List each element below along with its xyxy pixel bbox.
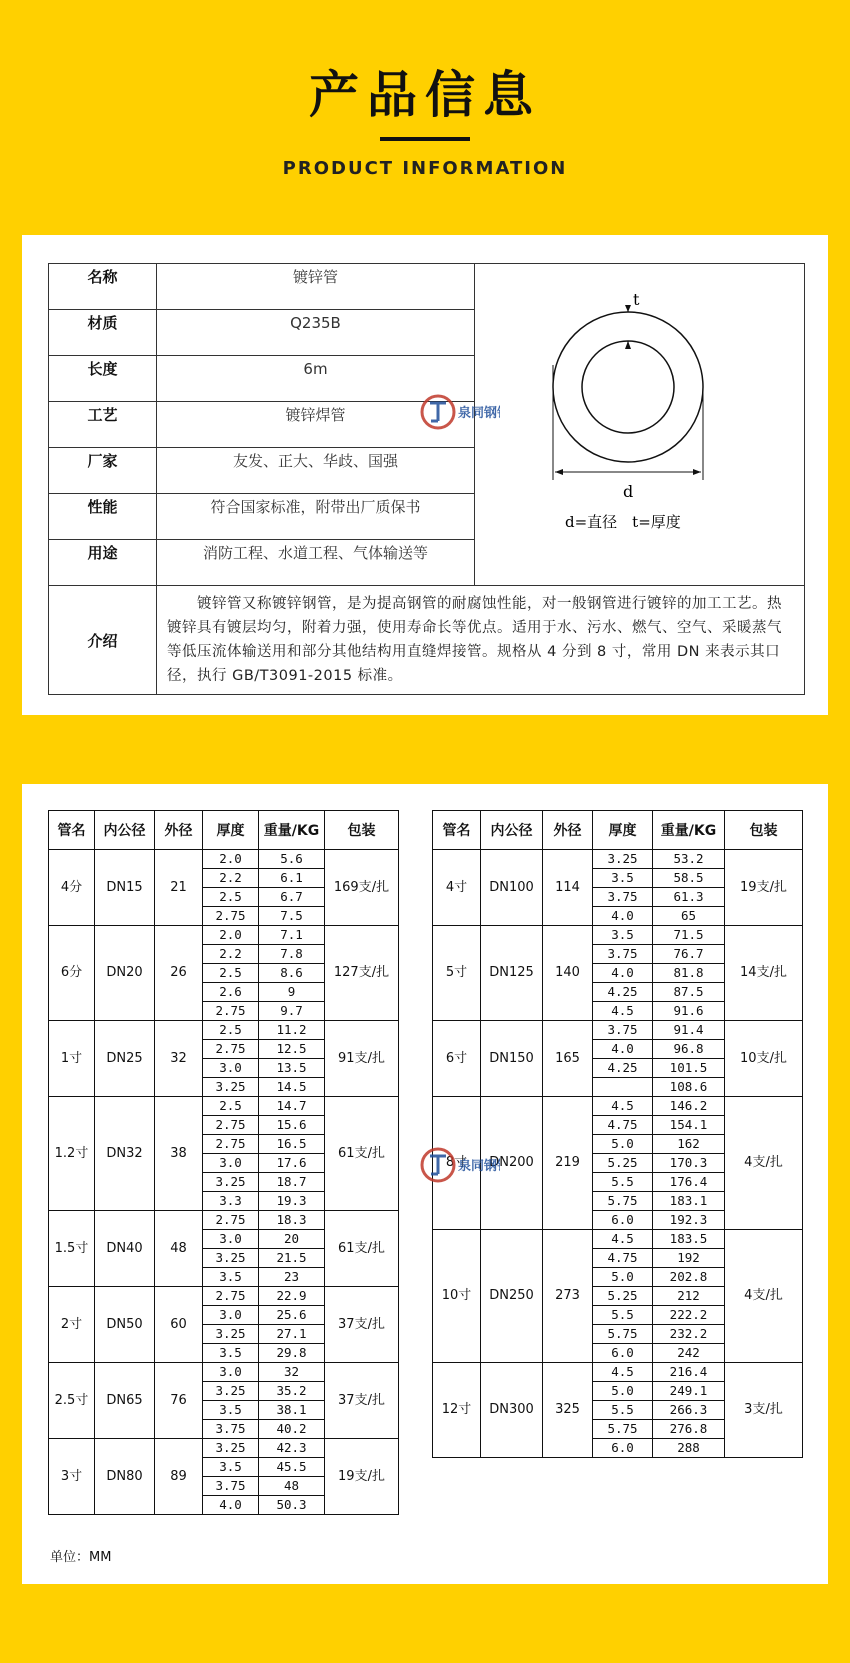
pipe-diagram bbox=[475, 264, 805, 586]
pipe-weight: 222.2 bbox=[653, 1306, 725, 1325]
pipe-weight: 146.2 bbox=[653, 1097, 725, 1116]
pipe-weight: 9.7 bbox=[259, 1002, 325, 1021]
table-row bbox=[49, 1097, 399, 1116]
pipe-weight: 19.3 bbox=[259, 1192, 325, 1211]
info-value: 消防工程、水道工程、气体输送等 bbox=[157, 540, 475, 586]
pipe-thickness: 3.0 bbox=[203, 1230, 259, 1249]
spec-header: 管名 bbox=[433, 811, 481, 850]
pipe-dn: DN150 bbox=[481, 1021, 543, 1097]
pipe-weight: 202.8 bbox=[653, 1268, 725, 1287]
spec-header: 外径 bbox=[155, 811, 203, 850]
pipe-thickness: 4.5 bbox=[593, 1097, 653, 1116]
spec-header: 包装 bbox=[725, 811, 803, 850]
pipe-thickness: 3.75 bbox=[593, 888, 653, 907]
spec-table-left bbox=[48, 810, 399, 1515]
pipe-weight: 13.5 bbox=[259, 1059, 325, 1078]
pipe-thickness: 6.0 bbox=[593, 1211, 653, 1230]
pipe-dn: DN80 bbox=[95, 1439, 155, 1515]
pipe-name: 4寸 bbox=[433, 850, 481, 926]
pipe-thickness: 4.25 bbox=[593, 1059, 653, 1078]
pipe-od: 89 bbox=[155, 1439, 203, 1515]
pipe-od: 60 bbox=[155, 1287, 203, 1363]
pipe-dn: DN200 bbox=[481, 1097, 543, 1230]
pipe-name: 10寸 bbox=[433, 1230, 481, 1363]
pipe-thickness: 5.75 bbox=[593, 1192, 653, 1211]
pipe-weight: 40.2 bbox=[259, 1420, 325, 1439]
info-value: 镀锌管 bbox=[157, 264, 475, 310]
pipe-weight: 7.1 bbox=[259, 926, 325, 945]
info-key: 介绍 bbox=[49, 586, 157, 695]
pipe-pack: 14支/扎 bbox=[725, 926, 803, 1021]
pipe-weight: 15.6 bbox=[259, 1116, 325, 1135]
pipe-weight: 7.8 bbox=[259, 945, 325, 964]
product-info-card bbox=[22, 235, 828, 715]
pipe-thickness: 2.75 bbox=[203, 1116, 259, 1135]
pipe-weight: 6.1 bbox=[259, 869, 325, 888]
pipe-thickness: 3.5 bbox=[593, 926, 653, 945]
pipe-weight: 65 bbox=[653, 907, 725, 926]
pipe-pack: 19支/扎 bbox=[325, 1439, 399, 1515]
spec-table-right bbox=[432, 810, 803, 1458]
pipe-thickness: 4.75 bbox=[593, 1249, 653, 1268]
pipe-name: 5寸 bbox=[433, 926, 481, 1021]
pipe-weight: 81.8 bbox=[653, 964, 725, 983]
info-row-intro bbox=[49, 586, 805, 695]
page-subtitle: PRODUCT INFORMATION bbox=[282, 158, 568, 179]
table-row bbox=[49, 1287, 399, 1306]
pipe-weight: 35.2 bbox=[259, 1382, 325, 1401]
info-key: 材质 bbox=[49, 310, 157, 356]
pipe-thickness: 2.75 bbox=[203, 1211, 259, 1230]
brand-watermark-1 bbox=[420, 387, 500, 441]
watermark-text: 泉同钢 bbox=[458, 406, 498, 421]
page-title: 产品信息 bbox=[309, 66, 541, 124]
spec-header: 管名 bbox=[49, 811, 95, 850]
table-row bbox=[433, 850, 803, 869]
pipe-weight: 22.9 bbox=[259, 1287, 325, 1306]
pipe-weight: 53.2 bbox=[653, 850, 725, 869]
pipe-weight: 42.3 bbox=[259, 1439, 325, 1458]
pipe-thickness: 2.75 bbox=[203, 1287, 259, 1306]
pipe-thickness: 5.0 bbox=[593, 1268, 653, 1287]
pipe-thickness: 2.5 bbox=[203, 964, 259, 983]
info-value: 镀锌焊管 bbox=[157, 402, 475, 448]
pipe-od: 114 bbox=[543, 850, 593, 926]
pipe-thickness: 3.75 bbox=[203, 1420, 259, 1439]
pipe-thickness: 3.25 bbox=[203, 1382, 259, 1401]
diagram-caption: d=直径 t=厚度 bbox=[565, 512, 681, 531]
spec-header: 内公径 bbox=[481, 811, 543, 850]
pipe-weight: 23 bbox=[259, 1268, 325, 1287]
pipe-thickness: 3.75 bbox=[203, 1477, 259, 1496]
pipe-thickness: 3.0 bbox=[203, 1306, 259, 1325]
pipe-weight: 5.6 bbox=[259, 850, 325, 869]
pipe-weight: 16.5 bbox=[259, 1135, 325, 1154]
pipe-thickness: 3.5 bbox=[203, 1458, 259, 1477]
pipe-weight: 192 bbox=[653, 1249, 725, 1268]
pipe-pack: 169支/扎 bbox=[325, 850, 399, 926]
pipe-weight: 14.5 bbox=[259, 1078, 325, 1097]
pipe-od: 273 bbox=[543, 1230, 593, 1363]
pipe-name: 6分 bbox=[49, 926, 95, 1021]
pipe-name: 2寸 bbox=[49, 1287, 95, 1363]
pipe-thickness: 4.0 bbox=[593, 964, 653, 983]
pipe-weight: 17.6 bbox=[259, 1154, 325, 1173]
pipe-thickness: 4.5 bbox=[593, 1230, 653, 1249]
pipe-dn: DN50 bbox=[95, 1287, 155, 1363]
pipe-pack: 61支/扎 bbox=[325, 1097, 399, 1211]
table-row bbox=[433, 1097, 803, 1116]
pipe-thickness: 2.5 bbox=[203, 1097, 259, 1116]
pipe-thickness: 2.2 bbox=[203, 869, 259, 888]
pipe-od: 21 bbox=[155, 850, 203, 926]
pipe-thickness: 3.5 bbox=[203, 1268, 259, 1287]
pipe-pack: 37支/扎 bbox=[325, 1287, 399, 1363]
pipe-name: 1寸 bbox=[49, 1021, 95, 1097]
pipe-weight: 101.5 bbox=[653, 1059, 725, 1078]
pipe-dn: DN32 bbox=[95, 1097, 155, 1211]
pipe-thickness: 3.25 bbox=[203, 1325, 259, 1344]
pipe-weight: 25.6 bbox=[259, 1306, 325, 1325]
pipe-weight: 7.5 bbox=[259, 907, 325, 926]
table-row bbox=[49, 1211, 399, 1230]
pipe-thickness: 4.25 bbox=[593, 983, 653, 1002]
pipe-thickness: 3.5 bbox=[593, 869, 653, 888]
pipe-weight: 216.4 bbox=[653, 1363, 725, 1382]
pipe-weight: 212 bbox=[653, 1287, 725, 1306]
pipe-pack: 61支/扎 bbox=[325, 1211, 399, 1287]
pipe-weight: 91.6 bbox=[653, 1002, 725, 1021]
pipe-thickness: 3.25 bbox=[203, 1173, 259, 1192]
pipe-dn: DN65 bbox=[95, 1363, 155, 1439]
spec-header: 内公径 bbox=[95, 811, 155, 850]
pipe-dn: DN40 bbox=[95, 1211, 155, 1287]
pipe-weight: 276.8 bbox=[653, 1420, 725, 1439]
table-row bbox=[49, 1363, 399, 1382]
pipe-weight: 288 bbox=[653, 1439, 725, 1458]
pipe-thickness: 3.25 bbox=[203, 1078, 259, 1097]
info-value: 6m bbox=[157, 356, 475, 402]
pipe-thickness: 4.75 bbox=[593, 1116, 653, 1135]
pipe-weight: 12.5 bbox=[259, 1040, 325, 1059]
pipe-thickness: 2.75 bbox=[203, 907, 259, 926]
pipe-weight: 9 bbox=[259, 983, 325, 1002]
spec-header: 重量/KG bbox=[259, 811, 325, 850]
spec-header: 外径 bbox=[543, 811, 593, 850]
pipe-pack: 3支/扎 bbox=[725, 1363, 803, 1458]
pipe-od: 48 bbox=[155, 1211, 203, 1287]
pipe-weight: 8.6 bbox=[259, 964, 325, 983]
pipe-dn: DN125 bbox=[481, 926, 543, 1021]
pipe-dn: DN25 bbox=[95, 1021, 155, 1097]
pipe-weight: 45.5 bbox=[259, 1458, 325, 1477]
pipe-weight: 18.7 bbox=[259, 1173, 325, 1192]
pipe-weight: 192.3 bbox=[653, 1211, 725, 1230]
table-row bbox=[49, 1439, 399, 1458]
pipe-thickness: 5.5 bbox=[593, 1306, 653, 1325]
unit-note: 单位：MM bbox=[50, 1550, 112, 1565]
pipe-thickness: 5.25 bbox=[593, 1154, 653, 1173]
pipe-od: 76 bbox=[155, 1363, 203, 1439]
pipe-weight: 27.1 bbox=[259, 1325, 325, 1344]
pipe-pack: 4支/扎 bbox=[725, 1230, 803, 1363]
pipe-weight: 14.7 bbox=[259, 1097, 325, 1116]
pipe-weight: 183.5 bbox=[653, 1230, 725, 1249]
pipe-weight: 32 bbox=[259, 1363, 325, 1382]
pipe-thickness: 3.25 bbox=[593, 850, 653, 869]
pipe-dn: DN250 bbox=[481, 1230, 543, 1363]
pipe-weight: 18.3 bbox=[259, 1211, 325, 1230]
pipe-thickness: 5.75 bbox=[593, 1420, 653, 1439]
info-row bbox=[49, 264, 805, 310]
spec-header: 重量/KG bbox=[653, 811, 725, 850]
table-row bbox=[433, 1363, 803, 1382]
pipe-weight: 58.5 bbox=[653, 869, 725, 888]
info-key: 性能 bbox=[49, 494, 157, 540]
info-value: 符合国家标准，附带出厂质保书 bbox=[157, 494, 475, 540]
pipe-thickness: 5.5 bbox=[593, 1401, 653, 1420]
pipe-thickness: 4.5 bbox=[593, 1363, 653, 1382]
product-info-table bbox=[48, 263, 805, 695]
intro-text: 镀锌管又称镀锌钢管，是为提高钢管的耐腐蚀性能，对一般钢管进行镀锌的加工工艺。热镀锌具有镀层均匀，附着力强，使用寿命长等优点。适用于水、污水、燃气、空气、采暖蒸气等低压流体输送用和部分其他结构用直缝焊接管。规格从 4 分到 8 寸，常用 DN 来表示其口径，执行 GB/T3091-2015 标准。 bbox=[157, 586, 805, 695]
pipe-thickness: 6.0 bbox=[593, 1439, 653, 1458]
pipe-weight: 154.1 bbox=[653, 1116, 725, 1135]
pipe-weight: 266.3 bbox=[653, 1401, 725, 1420]
pipe-od: 165 bbox=[543, 1021, 593, 1097]
brand-logo-icon bbox=[420, 1140, 500, 1190]
pipe-pack: 127支/扎 bbox=[325, 926, 399, 1021]
pipe-weight: 108.6 bbox=[653, 1078, 725, 1097]
spec-header: 包装 bbox=[325, 811, 399, 850]
pipe-pack: 19支/扎 bbox=[725, 850, 803, 926]
pipe-weight: 183.1 bbox=[653, 1192, 725, 1211]
pipe-od: 219 bbox=[543, 1097, 593, 1230]
watermark-text: 泉同钢 bbox=[458, 1159, 498, 1174]
info-value: Q235B bbox=[157, 310, 475, 356]
table-row bbox=[433, 1021, 803, 1040]
pipe-thickness: 2.6 bbox=[203, 983, 259, 1002]
pipe-pack: 37支/扎 bbox=[325, 1363, 399, 1439]
pipe-thickness: 2.5 bbox=[203, 888, 259, 907]
pipe-thickness: 3.0 bbox=[203, 1154, 259, 1173]
pipe-thickness: 3.0 bbox=[203, 1363, 259, 1382]
pipe-thickness: 2.75 bbox=[203, 1135, 259, 1154]
pipe-name: 2.5寸 bbox=[49, 1363, 95, 1439]
spec-header: 厚度 bbox=[593, 811, 653, 850]
info-key: 名称 bbox=[49, 264, 157, 310]
pipe-name: 12寸 bbox=[433, 1363, 481, 1458]
pipe-weight: 48 bbox=[259, 1477, 325, 1496]
pipe-thickness bbox=[593, 1078, 653, 1097]
pipe-od: 325 bbox=[543, 1363, 593, 1458]
pipe-od: 140 bbox=[543, 926, 593, 1021]
pipe-dn: DN100 bbox=[481, 850, 543, 926]
table-row bbox=[433, 1230, 803, 1249]
pipe-od: 26 bbox=[155, 926, 203, 1021]
pipe-thickness: 3.25 bbox=[203, 1249, 259, 1268]
pipe-name: 6寸 bbox=[433, 1021, 481, 1097]
info-key: 长度 bbox=[49, 356, 157, 402]
title-underline bbox=[380, 137, 470, 141]
pipe-thickness: 3.75 bbox=[593, 945, 653, 964]
pipe-thickness: 3.5 bbox=[203, 1344, 259, 1363]
pipe-thickness: 2.75 bbox=[203, 1040, 259, 1059]
brand-watermark-2 bbox=[420, 1140, 500, 1194]
pipe-weight: 20 bbox=[259, 1230, 325, 1249]
brand-logo-icon bbox=[420, 387, 500, 437]
pipe-thickness: 3.5 bbox=[203, 1401, 259, 1420]
pipe-pack: 4支/扎 bbox=[725, 1097, 803, 1230]
pipe-pack: 10支/扎 bbox=[725, 1021, 803, 1097]
pipe-thickness: 5.0 bbox=[593, 1382, 653, 1401]
pipe-cross-section-icon bbox=[475, 275, 804, 575]
info-key: 用途 bbox=[49, 540, 157, 586]
pipe-name: 1.2寸 bbox=[49, 1097, 95, 1211]
d-label: d bbox=[623, 481, 634, 501]
pipe-weight: 6.7 bbox=[259, 888, 325, 907]
pipe-thickness: 4.0 bbox=[593, 907, 653, 926]
pipe-weight: 176.4 bbox=[653, 1173, 725, 1192]
pipe-thickness: 2.75 bbox=[203, 1002, 259, 1021]
pipe-thickness: 3.75 bbox=[593, 1021, 653, 1040]
pipe-thickness: 5.75 bbox=[593, 1325, 653, 1344]
pipe-weight: 21.5 bbox=[259, 1249, 325, 1268]
pipe-weight: 38.1 bbox=[259, 1401, 325, 1420]
pipe-thickness: 4.5 bbox=[593, 1002, 653, 1021]
pipe-name: 8寸 bbox=[433, 1097, 481, 1230]
pipe-thickness: 2.0 bbox=[203, 850, 259, 869]
pipe-weight: 242 bbox=[653, 1344, 725, 1363]
table-row bbox=[49, 850, 399, 869]
info-key: 厂家 bbox=[49, 448, 157, 494]
pipe-weight: 162 bbox=[653, 1135, 725, 1154]
pipe-weight: 76.7 bbox=[653, 945, 725, 964]
pipe-weight: 170.3 bbox=[653, 1154, 725, 1173]
pipe-thickness: 5.25 bbox=[593, 1287, 653, 1306]
pipe-weight: 50.3 bbox=[259, 1496, 325, 1515]
info-value: 友发、正大、华歧、国强 bbox=[157, 448, 475, 494]
pipe-weight: 11.2 bbox=[259, 1021, 325, 1040]
pipe-thickness: 4.0 bbox=[593, 1040, 653, 1059]
pipe-dn: DN15 bbox=[95, 850, 155, 926]
pipe-thickness: 6.0 bbox=[593, 1344, 653, 1363]
pipe-name: 1.5寸 bbox=[49, 1211, 95, 1287]
spec-card bbox=[22, 784, 828, 1584]
table-row bbox=[433, 926, 803, 945]
pipe-thickness: 3.3 bbox=[203, 1192, 259, 1211]
pipe-od: 38 bbox=[155, 1097, 203, 1211]
page-header bbox=[0, 0, 850, 230]
info-key: 工艺 bbox=[49, 402, 157, 448]
pipe-weight: 71.5 bbox=[653, 926, 725, 945]
table-row bbox=[49, 1021, 399, 1040]
pipe-weight: 249.1 bbox=[653, 1382, 725, 1401]
pipe-weight: 87.5 bbox=[653, 983, 725, 1002]
pipe-name: 3寸 bbox=[49, 1439, 95, 1515]
pipe-thickness: 2.0 bbox=[203, 926, 259, 945]
pipe-thickness: 5.5 bbox=[593, 1173, 653, 1192]
pipe-weight: 29.8 bbox=[259, 1344, 325, 1363]
pipe-dn: DN300 bbox=[481, 1363, 543, 1458]
pipe-thickness: 3.25 bbox=[203, 1439, 259, 1458]
pipe-od: 32 bbox=[155, 1021, 203, 1097]
pipe-thickness: 5.0 bbox=[593, 1135, 653, 1154]
spec-header: 厚度 bbox=[203, 811, 259, 850]
pipe-dn: DN20 bbox=[95, 926, 155, 1021]
pipe-weight: 61.3 bbox=[653, 888, 725, 907]
pipe-weight: 96.8 bbox=[653, 1040, 725, 1059]
pipe-thickness: 3.0 bbox=[203, 1059, 259, 1078]
t-label: t bbox=[633, 289, 640, 309]
table-row bbox=[49, 926, 399, 945]
pipe-weight: 232.2 bbox=[653, 1325, 725, 1344]
pipe-thickness: 4.0 bbox=[203, 1496, 259, 1515]
pipe-pack: 91支/扎 bbox=[325, 1021, 399, 1097]
pipe-thickness: 2.5 bbox=[203, 1021, 259, 1040]
pipe-name: 4分 bbox=[49, 850, 95, 926]
pipe-weight: 91.4 bbox=[653, 1021, 725, 1040]
pipe-thickness: 2.2 bbox=[203, 945, 259, 964]
